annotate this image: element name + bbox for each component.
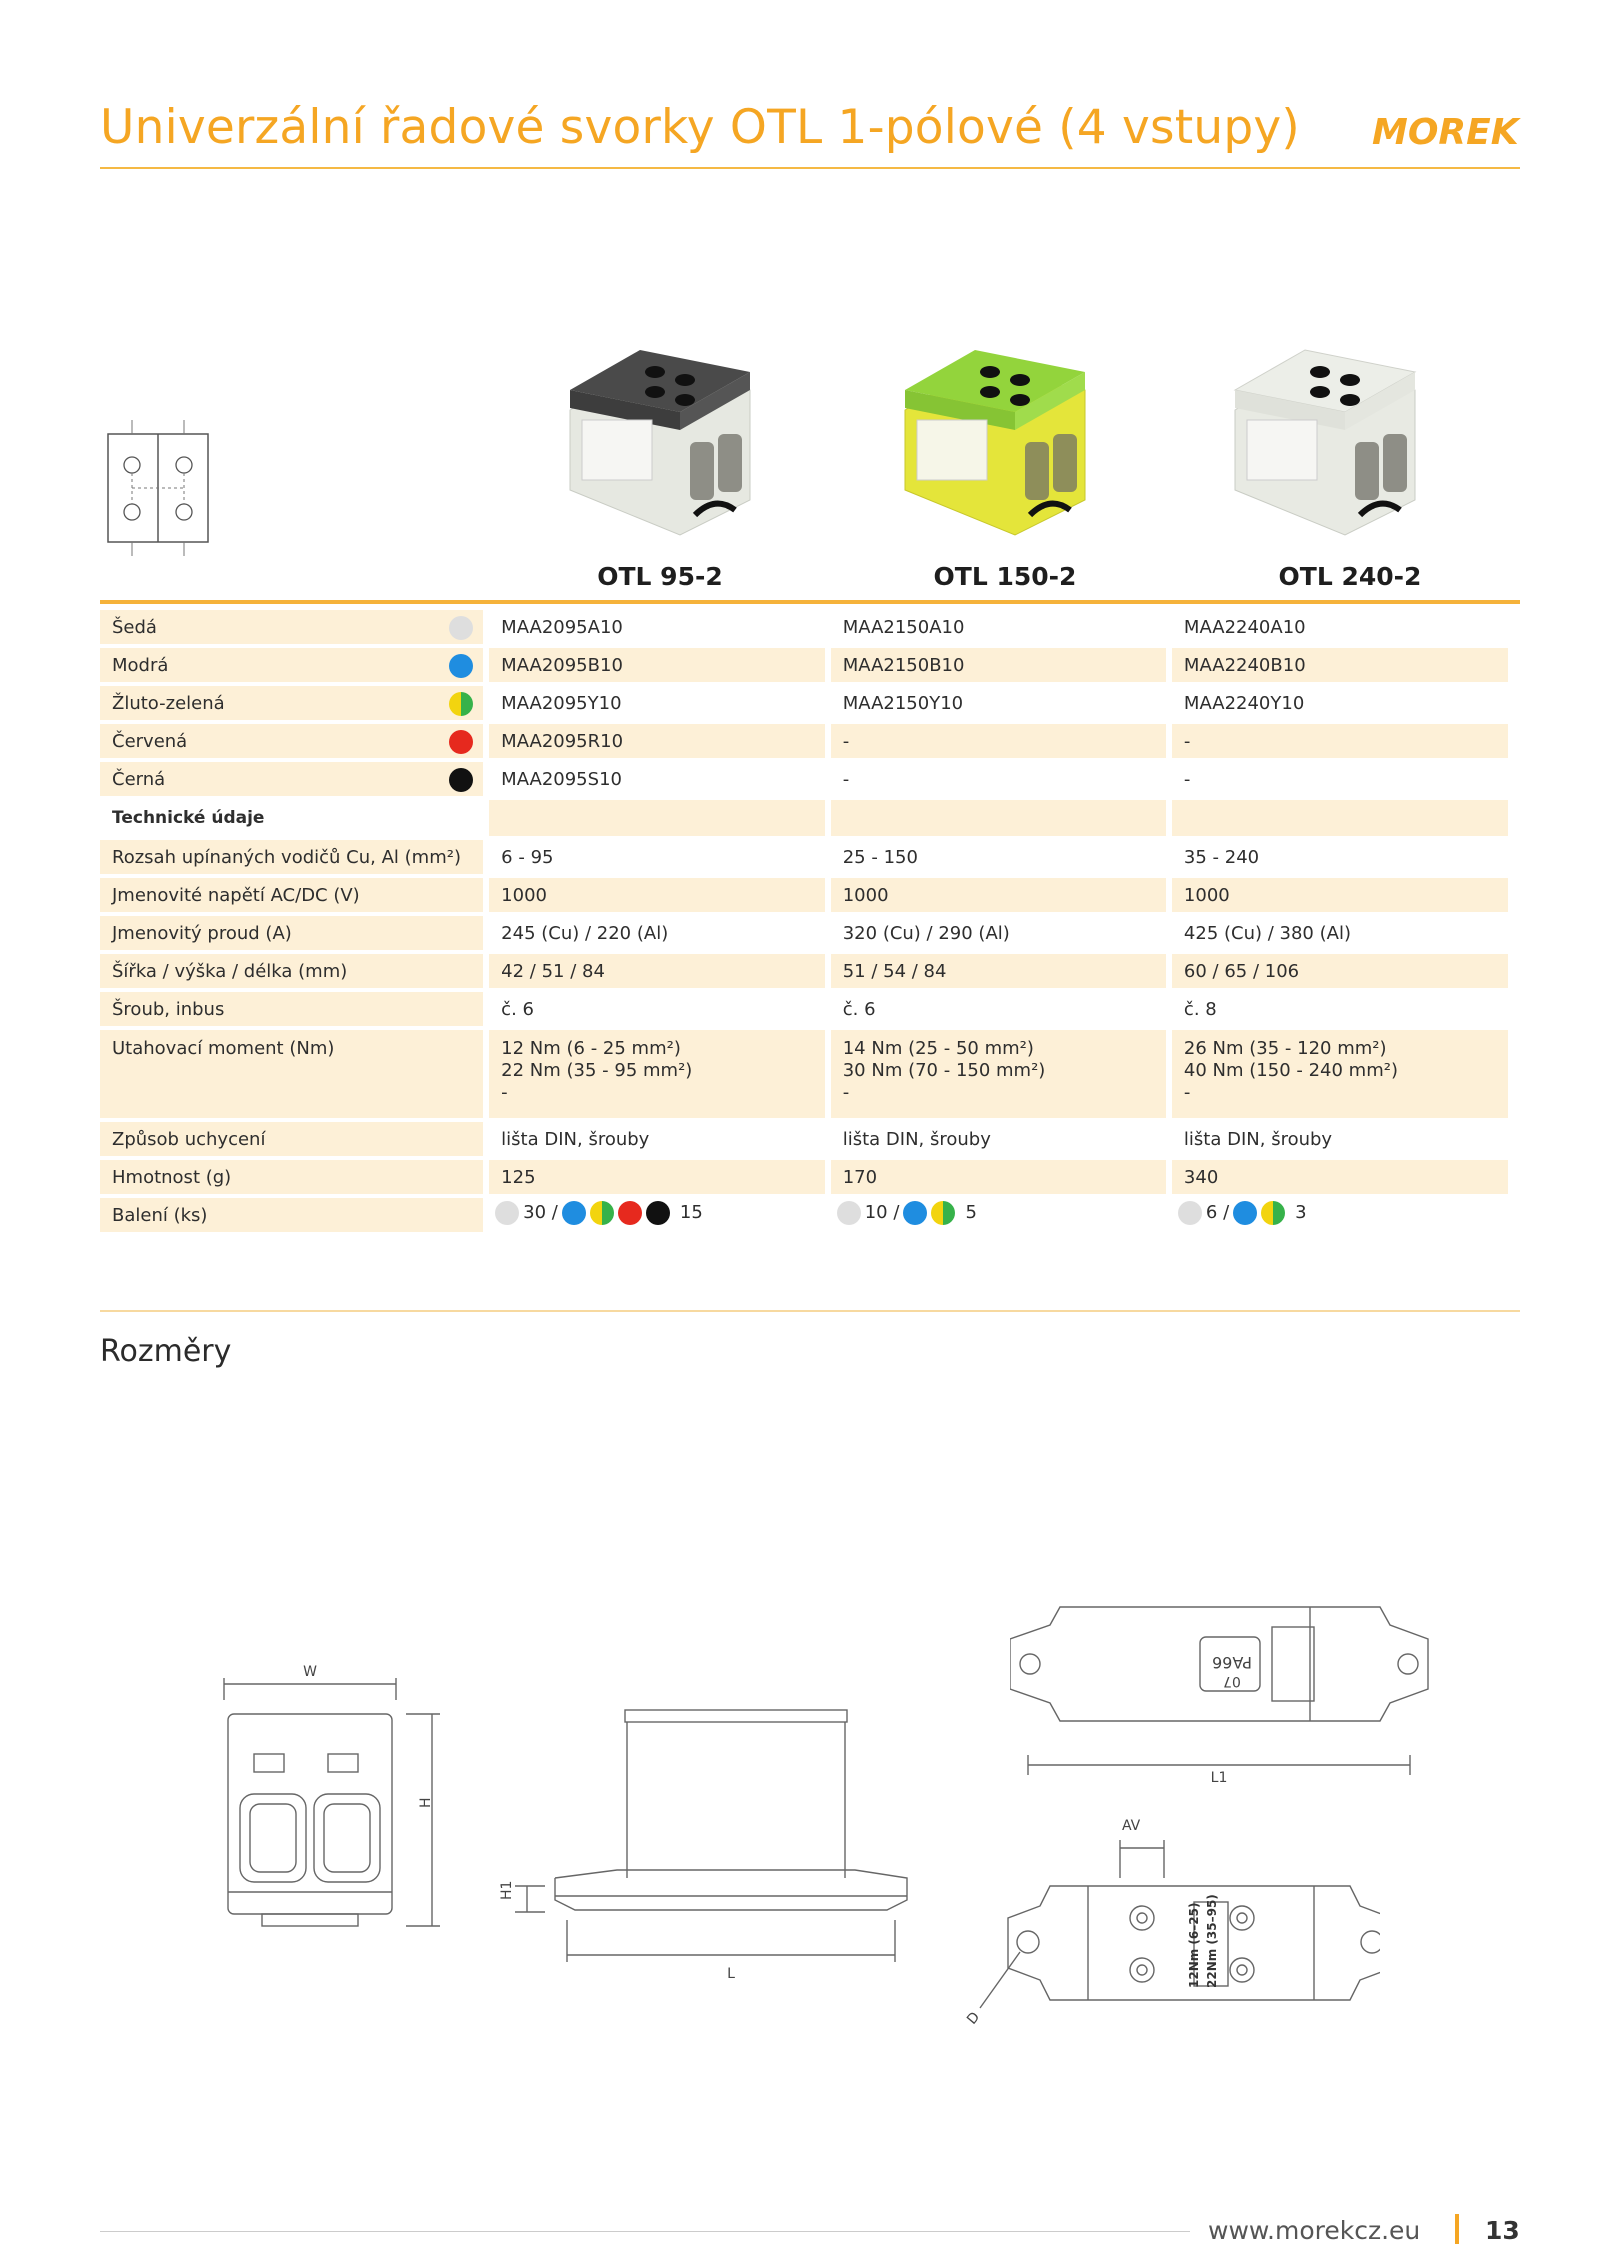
material-stamp-code: 07 <box>1223 1673 1241 1689</box>
order-code: MAA2150B10 <box>831 648 1166 682</box>
yellow-green-dot-icon <box>590 1201 614 1225</box>
dim-label-h1: H1 <box>499 1880 515 1900</box>
order-code: MAA2095R10 <box>489 724 825 758</box>
top-view-drawing <box>1010 1585 1430 1785</box>
tech-value: 51 / 54 / 84 <box>831 954 1166 988</box>
table-top-divider <box>100 600 1520 604</box>
gray-color-swatch <box>449 616 473 640</box>
tech-label: Šroub, inbus <box>100 992 483 1026</box>
model-name-otl-150-2: OTL 150-2 <box>933 562 1077 591</box>
footer-url[interactable]: www.morekcz.eu <box>1208 2216 1421 2245</box>
color-label: Modrá <box>112 654 169 676</box>
tech-value: 245 (Cu) / 220 (Al) <box>489 916 825 950</box>
color-label: Černá <box>112 768 166 790</box>
tech-value: č. 6 <box>489 992 825 1026</box>
color-row-zluto-zelena <box>100 686 1508 720</box>
color-row-cervena <box>100 724 1508 758</box>
tech-section-header <box>100 800 1508 836</box>
tech-label: Balení (ks) <box>100 1198 483 1232</box>
tech-label: Jmenovité napětí AC/DC (V) <box>100 878 483 912</box>
product-photo-otl-150-2 <box>895 330 1095 540</box>
model-name-otl-95-2: OTL 95-2 <box>597 562 723 591</box>
tech-value: 320 (Cu) / 290 (Al) <box>831 916 1166 950</box>
tech-value: 25 - 150 <box>831 840 1166 874</box>
side-view-drawing <box>475 1700 935 1990</box>
tech-row <box>100 840 1508 874</box>
blue-color-swatch <box>449 654 473 678</box>
product-photo-otl-240-2 <box>1225 330 1425 540</box>
dim-label-w: W <box>303 1664 317 1680</box>
red-color-swatch <box>449 730 473 754</box>
tech-value: 1000 <box>1172 878 1508 912</box>
color-label: Šedá <box>112 616 157 638</box>
tech-value: 425 (Cu) / 380 (Al) <box>1172 916 1508 950</box>
tech-value: č. 6 <box>831 992 1166 1026</box>
tech-row <box>100 878 1508 912</box>
page-title: Univerzální řadové svorky OTL 1-pólové (4 vstupy) <box>100 100 1300 155</box>
tech-label: Způsob uchycení <box>100 1122 483 1156</box>
order-code: - <box>1172 724 1508 758</box>
packing-value: 30 / 15 <box>489 1198 825 1232</box>
dimensions-divider <box>100 1310 1520 1312</box>
tech-row <box>100 1160 1508 1194</box>
tech-heading: Technické údaje <box>100 800 483 836</box>
tech-value: 60 / 65 / 106 <box>1172 954 1508 988</box>
spec-table <box>94 606 1514 1236</box>
tech-value: č. 8 <box>1172 992 1508 1026</box>
tech-label: Jmenovitý proud (A) <box>100 916 483 950</box>
color-label: Červená <box>112 730 188 752</box>
tech-row <box>100 1122 1508 1156</box>
blue-dot-icon <box>1233 1201 1257 1225</box>
color-row-modra <box>100 648 1508 682</box>
gray-dot-icon <box>837 1201 861 1225</box>
logo-text: MOREK <box>1372 112 1519 150</box>
dim-label-l: L <box>727 1966 735 1982</box>
tech-value: 1000 <box>489 878 825 912</box>
tech-label: Hmotnost (g) <box>100 1160 483 1194</box>
color-label: Žluto-zelená <box>112 692 225 714</box>
tech-label: Utahovací moment (Nm) <box>100 1030 483 1118</box>
front-view-drawing <box>210 1660 450 1940</box>
model-name-otl-240-2: OTL 240-2 <box>1278 562 1422 591</box>
order-code: MAA2095B10 <box>489 648 825 682</box>
tech-value: 340 <box>1172 1160 1508 1194</box>
dim-label-h: H <box>418 1797 434 1808</box>
dim-label-d: D <box>964 2009 984 2028</box>
tech-row-packing <box>100 1198 1508 1232</box>
tech-value: 170 <box>831 1160 1166 1194</box>
tech-label: Šířka / výška / délka (mm) <box>100 954 483 988</box>
morek-logo <box>1372 110 1522 150</box>
product-photo-otl-95-2 <box>560 330 760 540</box>
color-row-cerna <box>100 762 1508 796</box>
yellow-green-dot-icon <box>931 1201 955 1225</box>
tech-value: 1000 <box>831 878 1166 912</box>
order-code: MAA2095S10 <box>489 762 825 796</box>
gray-dot-icon <box>495 1201 519 1225</box>
blue-dot-icon <box>562 1201 586 1225</box>
order-code: MAA2095A10 <box>489 610 825 644</box>
order-code: MAA2095Y10 <box>489 686 825 720</box>
torque-stamp-1: 12Nm (6–25) <box>1187 1902 1201 1988</box>
order-code: MAA2240Y10 <box>1172 686 1508 720</box>
dim-label-l1: L1 <box>1210 1770 1228 1785</box>
tech-row <box>100 992 1508 1026</box>
tech-value: lišta DIN, šrouby <box>489 1122 825 1156</box>
order-code: - <box>831 724 1166 758</box>
black-dot-icon <box>646 1201 670 1225</box>
footer-divider <box>100 2231 1190 2232</box>
tech-value: 6 - 95 <box>489 840 825 874</box>
packing-value: 10 / 5 <box>831 1198 1166 1232</box>
order-code: - <box>1172 762 1508 796</box>
tech-value: lišta DIN, šrouby <box>831 1122 1166 1156</box>
order-code: MAA2240B10 <box>1172 648 1508 682</box>
torque-stamp-2: 22Nm (35–95) <box>1205 1894 1219 1988</box>
wiring-schematic <box>104 420 214 556</box>
material-stamp: PA66 <box>1212 1653 1252 1672</box>
tech-row <box>100 916 1508 950</box>
red-dot-icon <box>618 1201 642 1225</box>
tech-label: Rozsah upínaných vodičů Cu, Al (mm²) <box>100 840 483 874</box>
tech-value: 14 Nm (25 - 50 mm²) 30 Nm (70 - 150 mm²) - <box>831 1030 1166 1118</box>
footer-separator <box>1455 2214 1459 2244</box>
bottom-view-drawing <box>960 1818 1380 2078</box>
tech-value: 42 / 51 / 84 <box>489 954 825 988</box>
color-row-seda <box>100 610 1508 644</box>
tech-row-torque <box>100 1030 1508 1118</box>
tech-value: 35 - 240 <box>1172 840 1508 874</box>
tech-value: 26 Nm (35 - 120 mm²) 40 Nm (150 - 240 mm²) - <box>1172 1030 1508 1118</box>
order-code: MAA2150A10 <box>831 610 1166 644</box>
dimensions-heading: Rozměry <box>100 1334 232 1369</box>
yellow-green-color-swatch <box>449 692 473 716</box>
packing-value: 6 / 3 <box>1172 1198 1508 1232</box>
yellow-green-dot-icon <box>1261 1201 1285 1225</box>
header-divider <box>100 167 1520 169</box>
black-color-swatch <box>449 768 473 792</box>
dim-label-av: AV <box>1122 1818 1141 1834</box>
gray-dot-icon <box>1178 1201 1202 1225</box>
blue-dot-icon <box>903 1201 927 1225</box>
tech-value: 125 <box>489 1160 825 1194</box>
tech-value: lišta DIN, šrouby <box>1172 1122 1508 1156</box>
order-code: - <box>831 762 1166 796</box>
order-code: MAA2150Y10 <box>831 686 1166 720</box>
order-code: MAA2240A10 <box>1172 610 1508 644</box>
tech-value: 12 Nm (6 - 25 mm²) 22 Nm (35 - 95 mm²) - <box>489 1030 825 1118</box>
page-number: 13 <box>1485 2216 1520 2245</box>
tech-row <box>100 954 1508 988</box>
